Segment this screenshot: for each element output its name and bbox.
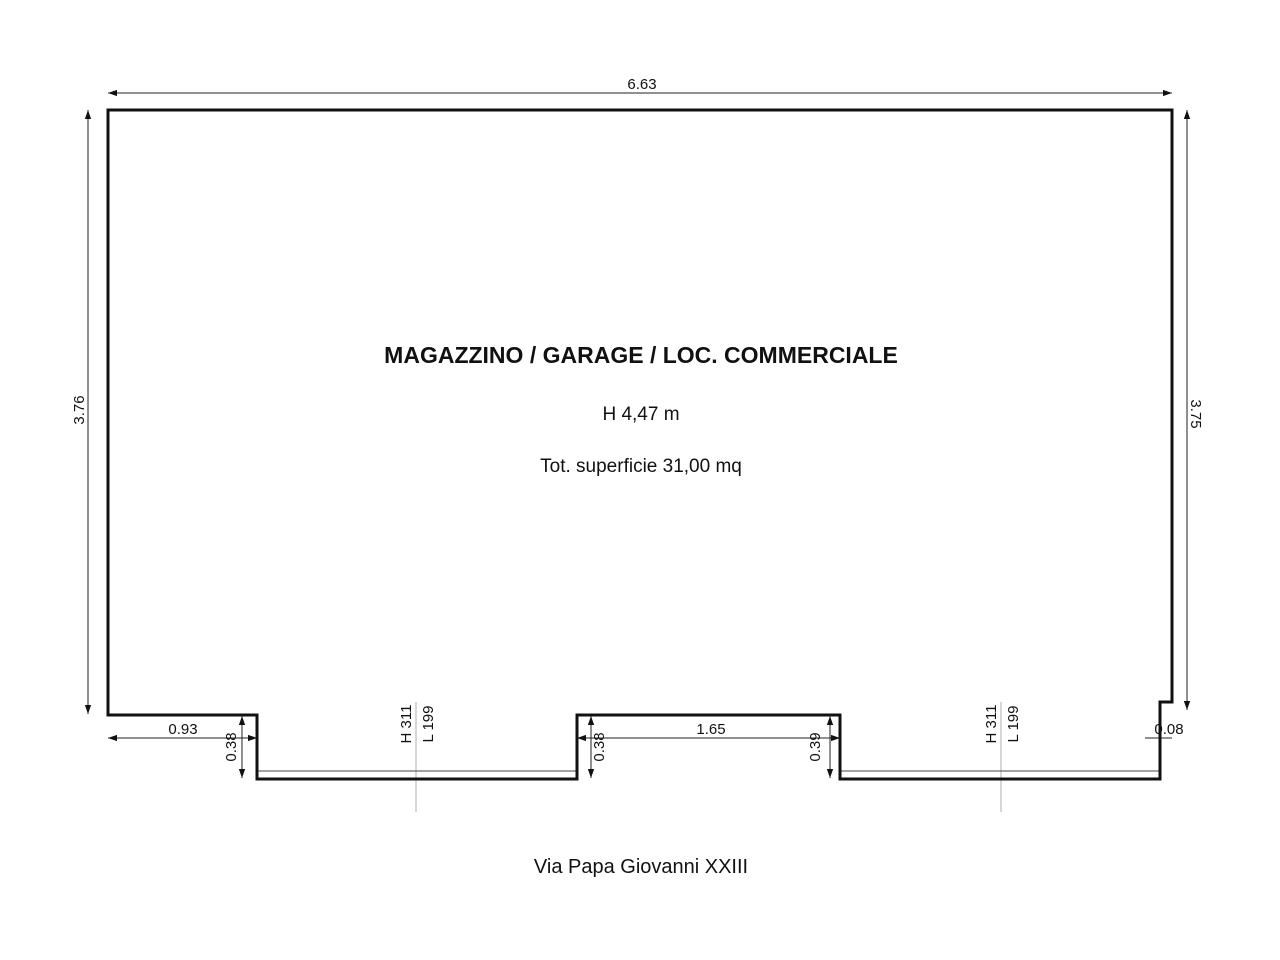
street-name: Via Papa Giovanni XXIII (533, 856, 749, 878)
top-width-label: 6.63 (627, 76, 657, 93)
recess-middle-left-label: 0.38 (591, 732, 608, 762)
bottom-left-label: 0.93 (168, 721, 198, 738)
left-height-label: 3.76 (71, 395, 88, 425)
opening-1-width: L 199 (420, 705, 437, 743)
bottom-right-label: 0.08 (1154, 721, 1184, 738)
recess-left-label: 0.38 (223, 732, 240, 762)
opening-2-height: H 311 (983, 704, 1000, 744)
room-area: Tot. superficie 31,00 mq (540, 456, 742, 477)
recess-middle-right-label: 0.39 (807, 732, 824, 762)
room-name: MAGAZZINO / GARAGE / LOC. COMMERCIALE (384, 342, 898, 368)
opening-2-width: L 199 (1005, 705, 1022, 743)
bottom-middle-label: 1.65 (696, 721, 726, 738)
right-height-label: 3.75 (1187, 399, 1204, 429)
room-height: H 4,47 m (602, 404, 680, 425)
room-outline (108, 110, 1172, 779)
opening-1-height: H 311 (398, 704, 415, 744)
